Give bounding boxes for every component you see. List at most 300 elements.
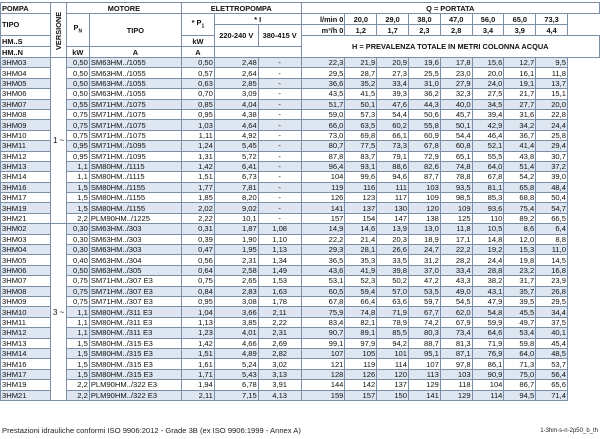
cell-pump-model: 3HM11 [1, 317, 51, 327]
cell-head: 119 [301, 182, 345, 192]
cell-head: 8,8 [536, 234, 568, 244]
cell-i-380: - [258, 109, 301, 119]
cell-head: 86,1 [472, 359, 504, 369]
cell-pn: 1,5 [66, 338, 89, 348]
cell-head: 95,1 [409, 348, 441, 358]
cell-motor-type: SM71HM../307 E3 [89, 296, 181, 306]
header-a2: A [181, 47, 214, 58]
cell-motor-type: SM71HM../1075 [89, 109, 181, 119]
table-row [1, 390, 600, 400]
cell-head: 97,9 [345, 338, 377, 348]
cell-head: 103 [409, 182, 441, 192]
cell-pn: 1,1 [66, 317, 89, 327]
cell-pump-model: 3HM11 [1, 141, 51, 151]
cell-head: 67,8 [409, 141, 441, 151]
header-flow-m3h: 3,4 [472, 25, 504, 36]
cell-head: 71,3 [504, 359, 536, 369]
cell-head: 8,6 [504, 224, 536, 234]
cell-head: 60,2 [377, 120, 409, 130]
cell-pn: 1,1 [66, 328, 89, 338]
cell-i-380: 2,82 [258, 348, 301, 358]
cell-head: 27,5 [472, 89, 504, 99]
cell-head: 86,7 [504, 380, 536, 390]
cell-motor-type: SM71HM../307 E3 [89, 286, 181, 296]
cell-head: 20,0 [536, 99, 568, 109]
cell-pump-model: 3HM06 [1, 265, 51, 275]
table-row [1, 224, 600, 234]
cell-i-220: 2,58 [214, 265, 258, 275]
header-v380: 380-415 V [258, 25, 301, 47]
cell-i-220: 5,45 [214, 141, 258, 151]
cell-head: 24,4 [472, 255, 504, 265]
cell-i-380: 1,78 [258, 296, 301, 306]
cell-motor-type: PLM90HM../322 E3 [89, 380, 181, 390]
cell-motor-type: SM63HM../1055 [89, 68, 181, 78]
cell-head: 44,3 [409, 99, 441, 109]
table-row [1, 245, 600, 255]
cell-head: 25,5 [409, 68, 441, 78]
cell-head: 129 [409, 380, 441, 390]
header-pn: $P_N$ [66, 14, 89, 47]
cell-head: 24,4 [536, 120, 568, 130]
cell-pn: 0,55 [66, 99, 89, 109]
cell-head: 66,4 [345, 296, 377, 306]
cell-head: 64,0 [504, 348, 536, 358]
cell-head: 50,4 [536, 193, 568, 203]
cell-i-220: 4,66 [214, 338, 258, 348]
cell-head: 76,9 [472, 348, 504, 358]
cell-head: 53,4 [504, 328, 536, 338]
cell-head: 24,7 [409, 245, 441, 255]
cell-pn: 2,2 [66, 213, 89, 223]
cell-p1: 1,42 [181, 161, 214, 171]
cell-head: 118 [440, 380, 472, 390]
header-hm-n: HM..N [1, 47, 51, 58]
cell-i-220: 7,15 [214, 390, 258, 400]
cell-i-380: 2,69 [258, 338, 301, 348]
cell-head: 53,5 [409, 286, 441, 296]
cell-i-220: 1,90 [214, 234, 258, 244]
header-flow-m3h: 4,4 [536, 25, 568, 36]
cell-p1: 0,84 [181, 286, 214, 296]
header-a1: A [89, 47, 181, 58]
cell-pump-model: 3HM04 [1, 245, 51, 255]
cell-head: 93,6 [472, 203, 504, 213]
cell-p1: 0,31 [181, 224, 214, 234]
cell-i-380: - [258, 120, 301, 130]
cell-head: 94,5 [504, 390, 536, 400]
cell-head: 31,0 [409, 78, 441, 88]
header-lmin: l/min 0 [301, 14, 345, 25]
cell-head: 35,2 [345, 78, 377, 88]
cell-head: 157 [301, 213, 345, 223]
cell-head: 47,6 [377, 99, 409, 109]
cell-head: 56,4 [536, 369, 568, 379]
cell-head: 21,7 [504, 89, 536, 99]
cell-head: 23,9 [536, 276, 568, 286]
cell-i-220: 3,08 [214, 296, 258, 306]
cell-head: 29,4 [536, 141, 568, 151]
cell-head: 67,8 [301, 296, 345, 306]
cell-head: 39,8 [377, 265, 409, 275]
table-row [1, 307, 600, 317]
cell-head: 96,4 [301, 161, 345, 171]
cell-head: 89,2 [504, 213, 536, 223]
cell-i-380: 3,13 [258, 369, 301, 379]
cell-motor-type: SM63HM../1055 [89, 58, 181, 68]
cell-pn: 0,75 [66, 276, 89, 286]
cell-head: 138 [409, 213, 441, 223]
cell-motor-type: SM63HM../1055 [89, 78, 181, 88]
table-row [1, 151, 600, 161]
header-spacer [567, 25, 599, 36]
cell-i-220: 6,78 [214, 380, 258, 390]
cell-head: 105 [345, 348, 377, 358]
cell-pn: 0,30 [66, 234, 89, 244]
cell-motor-type: SM71HM../307 E3 [89, 276, 181, 286]
cell-head: 83,7 [345, 151, 377, 161]
cell-head: 29,5 [536, 296, 568, 306]
header-versione: VERSIONE [51, 3, 66, 58]
table-row [1, 68, 600, 78]
cell-head: 73,0 [301, 130, 345, 140]
cell-head: 13,0 [409, 224, 441, 234]
cell-head: 80,3 [409, 328, 441, 338]
cell-i-380: - [258, 203, 301, 213]
table-row [1, 58, 600, 68]
cell-head: 41,4 [504, 141, 536, 151]
cell-pump-model: 3HM13 [1, 338, 51, 348]
cell-head: 21,9 [345, 58, 377, 68]
cell-head: 22,3 [301, 58, 345, 68]
table-row [1, 255, 600, 265]
cell-p1: 1,51 [181, 172, 214, 182]
cell-head: 42,9 [472, 120, 504, 130]
cell-head: 15,1 [536, 89, 568, 99]
cell-head: 74,8 [345, 307, 377, 317]
table-row [1, 328, 600, 338]
cell-head: 60,9 [409, 130, 441, 140]
header-v220: 220-240 V [214, 25, 258, 47]
cell-head: 78,9 [377, 317, 409, 327]
cell-pump-model: 3HM19 [1, 203, 51, 213]
cell-motor-type: SM63HM../1055 [89, 89, 181, 99]
cell-head: 64,0 [472, 161, 504, 171]
cell-pump-model: 3HM09 [1, 296, 51, 306]
cell-head: 39,0 [536, 172, 568, 182]
cell-motor-type: SM63HM../303 [89, 245, 181, 255]
cell-pump-model: 3HM08 [1, 109, 51, 119]
table-row [1, 172, 600, 182]
cell-head: 114 [472, 390, 504, 400]
cell-i-220: 9,02 [214, 203, 258, 213]
cell-head: 90,7 [301, 328, 345, 338]
cell-pn: 0,40 [66, 255, 89, 265]
cell-i-220: 8,20 [214, 193, 258, 203]
cell-head: 27,3 [377, 68, 409, 78]
cell-head: 37,5 [536, 317, 568, 327]
cell-head: 74,8 [440, 161, 472, 171]
header-flow-lmin: 73,3 [536, 14, 568, 25]
cell-head: 25,8 [536, 130, 568, 140]
table-row [1, 380, 600, 390]
header-flow-lmin: 38,0 [409, 14, 441, 25]
cell-head: 36,7 [504, 130, 536, 140]
cell-motor-type: SM63HM../303 [89, 234, 181, 244]
header-spacer [567, 14, 599, 25]
cell-head: 73,4 [440, 328, 472, 338]
cell-head: 94,6 [377, 172, 409, 182]
cell-head: 119 [345, 359, 377, 369]
cell-motor-type: SM80HM../315 E3 [89, 348, 181, 358]
cell-head: 85,3 [472, 193, 504, 203]
table-row [1, 99, 600, 109]
header-flow-lmin: 65,0 [504, 14, 536, 25]
cell-head: 41,9 [345, 265, 377, 275]
cell-head: 137 [377, 380, 409, 390]
cell-head: 45,4 [536, 338, 568, 348]
cell-head: 43,8 [504, 151, 536, 161]
cell-i-380: 1,10 [258, 234, 301, 244]
cell-head: 12,0 [504, 234, 536, 244]
header-tipo: TIPO [1, 14, 51, 36]
cell-head: 57,3 [345, 109, 377, 119]
cell-head: 62,0 [440, 307, 472, 317]
cell-i-380: - [258, 78, 301, 88]
cell-motor-type: SM80HM../1115 [89, 161, 181, 171]
cell-head: 107 [301, 348, 345, 358]
cell-p1: 1,71 [181, 369, 214, 379]
table-row [1, 296, 600, 306]
cell-motor-type: SM71HM../1075 [89, 120, 181, 130]
cell-i-220: 5,24 [214, 359, 258, 369]
cell-pump-model: 3HM13 [1, 161, 51, 171]
cell-pn: 1,5 [66, 359, 89, 369]
cell-i-380: 1,49 [258, 265, 301, 275]
cell-head: 66,5 [536, 213, 568, 223]
cell-head: 34,5 [472, 99, 504, 109]
cell-head: 43,6 [301, 265, 345, 275]
cell-motor-type: SM80HM../1155 [89, 203, 181, 213]
cell-p1: 0,50 [181, 58, 214, 68]
cell-head: 12,7 [504, 58, 536, 68]
cell-i-220: 4,92 [214, 130, 258, 140]
cell-pn: 1,1 [66, 172, 89, 182]
cell-head: 19,2 [472, 245, 504, 255]
cell-i-380: - [258, 130, 301, 140]
cell-head: 59,9 [472, 317, 504, 327]
cell-head: 21,4 [345, 234, 377, 244]
cell-head: 26,8 [536, 286, 568, 296]
cell-p1: 2,11 [181, 390, 214, 400]
cell-pn: 1,5 [66, 348, 89, 358]
cell-p1: 0,95 [181, 109, 214, 119]
cell-head: 66,1 [377, 130, 409, 140]
cell-head: 69,8 [345, 130, 377, 140]
table-row [1, 161, 600, 171]
cell-head: 82,6 [409, 161, 441, 171]
cell-head: 6,4 [536, 224, 568, 234]
cell-i-380: 1,08 [258, 224, 301, 234]
cell-p1: 0,56 [181, 255, 214, 265]
cell-pn: 0,75 [66, 286, 89, 296]
cell-head: 34,2 [504, 120, 536, 130]
cell-head: 81,1 [472, 182, 504, 192]
cell-i-220: 3,66 [214, 307, 258, 317]
table-row [1, 276, 600, 286]
header-hm-s: HM..S [1, 36, 51, 47]
cell-pump-model: 3HM16 [1, 182, 51, 192]
cell-head: 31,2 [409, 255, 441, 265]
cell-head: 126 [301, 193, 345, 203]
cell-head: 74,2 [409, 317, 441, 327]
cell-head: 141 [301, 203, 345, 213]
cell-head: 14,6 [345, 224, 377, 234]
cell-head: 75,0 [504, 369, 536, 379]
cell-head: 94,2 [377, 338, 409, 348]
cell-pump-model: 3HM14 [1, 172, 51, 182]
cell-head: 24,0 [472, 78, 504, 88]
header-flow-m3h: 2,3 [409, 25, 441, 36]
cell-motor-type: SM80HM../315 E3 [89, 359, 181, 369]
cell-pn: 1,5 [66, 193, 89, 203]
cell-head: 88,6 [377, 161, 409, 171]
cell-head: 87,8 [301, 151, 345, 161]
cell-i-380: 3,91 [258, 380, 301, 390]
cell-head: 71,4 [536, 390, 568, 400]
cell-head: 13,9 [377, 224, 409, 234]
cell-head: 99,6 [345, 172, 377, 182]
cell-pn: 2,2 [66, 380, 89, 390]
footer-code: 1-3hm-s-n-2p50_b_th [540, 428, 598, 434]
cell-p1: 2,02 [181, 203, 214, 213]
cell-head: 50,6 [409, 109, 441, 119]
cell-p1: 2,22 [181, 213, 214, 223]
cell-head: 15,3 [504, 245, 536, 255]
cell-head: 19,1 [504, 78, 536, 88]
cell-pump-model: 3HM03 [1, 58, 51, 68]
cell-head: 32,3 [440, 89, 472, 99]
header-i: * I [214, 14, 301, 25]
cell-p1: 0,70 [181, 89, 214, 99]
cell-head: 123 [345, 193, 377, 203]
cell-head: 28,8 [472, 265, 504, 275]
cell-head: 141 [409, 390, 441, 400]
cell-motor-type: SM80HM../311 E3 [89, 317, 181, 327]
cell-pn: 2,2 [66, 390, 89, 400]
cell-head: 104 [301, 172, 345, 182]
cell-head: 128 [301, 369, 345, 379]
cell-motor-type: SM63HM../305 [89, 265, 181, 275]
header-flow-lmin: 20,0 [345, 14, 377, 25]
header-flow-m3h: 1,7 [377, 25, 409, 36]
cell-pn: 0,50 [66, 265, 89, 275]
cell-i-380: 1,13 [258, 245, 301, 255]
cell-i-380: 1,34 [258, 255, 301, 265]
cell-head: 59,7 [409, 296, 441, 306]
table-row [1, 338, 600, 348]
cell-i-380: - [258, 193, 301, 203]
cell-i-380: - [258, 58, 301, 68]
cell-head: 30,7 [536, 151, 568, 161]
cell-head: 9,5 [536, 58, 568, 68]
cell-pump-model: 3HM07 [1, 276, 51, 286]
cell-head: 11,0 [536, 245, 568, 255]
cell-head: 22,2 [440, 245, 472, 255]
cell-head: 31,6 [504, 109, 536, 119]
cell-pump-model: 3HM10 [1, 307, 51, 317]
cell-head: 147 [377, 213, 409, 223]
cell-head: 27,7 [504, 99, 536, 109]
cell-version: 3 ~ [51, 224, 66, 401]
table-row [1, 130, 600, 140]
cell-i-220: 2,48 [214, 58, 258, 68]
cell-head: 125 [440, 213, 472, 223]
table-body [1, 58, 600, 401]
cell-head: 50,1 [345, 99, 377, 109]
cell-pn: 0,50 [66, 58, 89, 68]
cell-head: 88,7 [409, 338, 441, 348]
cell-head: 14,5 [536, 255, 568, 265]
cell-head: 36,2 [409, 89, 441, 99]
cell-head: 16,8 [536, 265, 568, 275]
cell-pump-model: 3HM14 [1, 348, 51, 358]
cell-motor-type: SM63HM../303 [89, 224, 181, 234]
cell-head: 159 [301, 390, 345, 400]
cell-head: 129 [440, 390, 472, 400]
cell-pn: 0,50 [66, 78, 89, 88]
cell-head: 34,4 [536, 307, 568, 317]
header-kw2: kW [181, 36, 214, 47]
header-flow-lmin: 56,0 [472, 14, 504, 25]
table-header [1, 3, 600, 58]
cell-motor-type: SM71HM../1075 [89, 99, 181, 109]
cell-i-220: 3,09 [214, 89, 258, 99]
cell-head: 63,5 [345, 120, 377, 130]
cell-head: 120 [409, 203, 441, 213]
cell-head: 77,5 [345, 141, 377, 151]
header-prevalenza: H = PREVALENZA TOTALE IN METRI COLONNA ACQUA [301, 36, 599, 58]
cell-head: 40,0 [440, 99, 472, 109]
cell-pn: 1,5 [66, 203, 89, 213]
cell-head: 29,5 [301, 68, 345, 78]
header-motore: MOTORE [66, 3, 181, 14]
cell-head: 59,4 [345, 286, 377, 296]
cell-head: 87,7 [409, 172, 441, 182]
cell-head: 14,9 [301, 224, 345, 234]
cell-p1: 1,31 [181, 151, 214, 161]
cell-head: 54,4 [440, 130, 472, 140]
cell-head: 11,8 [536, 68, 568, 78]
cell-head: 81,3 [440, 338, 472, 348]
pump-performance-table [0, 2, 600, 401]
table-row [1, 234, 600, 244]
cell-head: 37,0 [409, 265, 441, 275]
cell-head: 67,9 [440, 317, 472, 327]
cell-i-220: 7,81 [214, 182, 258, 192]
cell-head: 97,8 [440, 359, 472, 369]
cell-pump-model: 3HM12 [1, 328, 51, 338]
cell-i-380: 2,22 [258, 317, 301, 327]
cell-head: 52,3 [345, 276, 377, 286]
cell-p1: 1,03 [181, 120, 214, 130]
cell-pump-model: 3HM21 [1, 213, 51, 223]
cell-head: 31,7 [504, 276, 536, 286]
cell-head: 107 [409, 359, 441, 369]
cell-i-220: 2,31 [214, 255, 258, 265]
cell-head: 33,5 [377, 255, 409, 265]
cell-pump-model: 3HM07 [1, 99, 51, 109]
